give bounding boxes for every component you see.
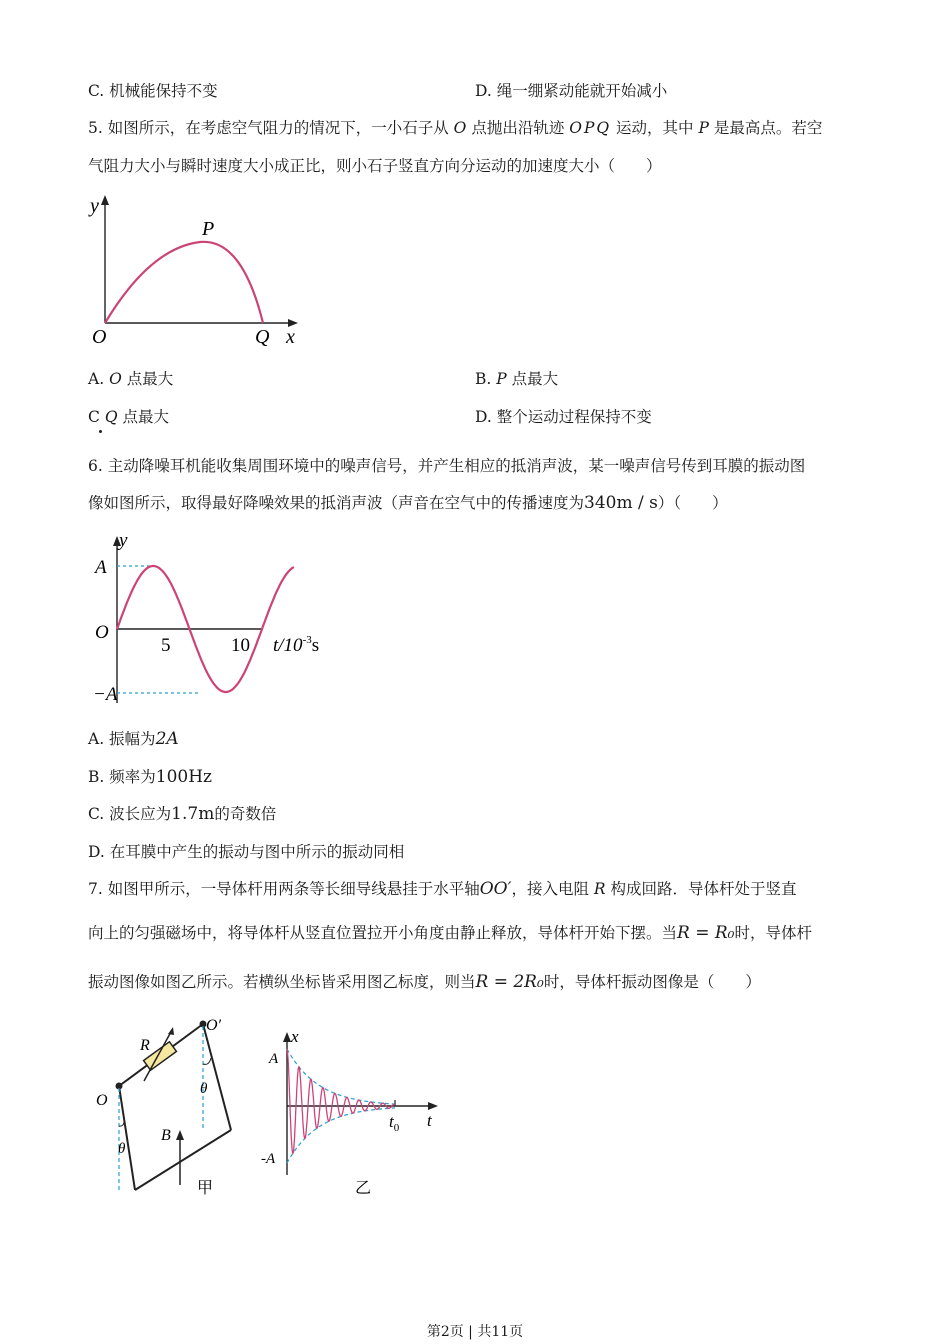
q5-q-label: Q	[255, 326, 270, 348]
q6-t-exp: -3	[302, 634, 312, 646]
q7-yi-x-label: x	[291, 1027, 299, 1046]
option-prefix: C	[88, 408, 100, 426]
q7-r-label: R	[140, 1037, 150, 1054]
q7-caption-jia: 甲	[197, 1180, 214, 1197]
q7-stem-text: 振动图像如图乙所示。若横纵坐标皆采用图乙标度，则当	[88, 973, 476, 991]
q7-yi-damped-curve	[287, 1049, 395, 1153]
option-text: B. 频率为	[88, 768, 156, 786]
q7-figure-yi	[255, 1020, 445, 1200]
q7-yi-t0-label	[389, 1112, 400, 1134]
q5-stem-line1	[88, 118, 822, 138]
q5-point-o: O	[453, 119, 467, 137]
option-text: 点最大	[511, 370, 559, 388]
q7-stem-text: 构成回路．导体杆处于竖直	[610, 880, 797, 898]
q4-option-d: D. 绳一绷紧动能就开始减小	[475, 82, 668, 100]
q7-r-var: R	[593, 880, 606, 898]
q6-neg-a-label: −A	[93, 684, 118, 705]
q5-stem-text: 运动，其中	[616, 119, 694, 137]
q7-stem-text: 7. 如图甲所示，一导体杆用两条等长细导线悬挂于水平轴	[88, 880, 480, 898]
q7-stem-line2	[88, 923, 812, 943]
q7-yi-t-arrow	[428, 1102, 438, 1110]
q6-stem-text: 像如图所示，取得最好降噪效果的抵消声波（声音在空气中的传播速度为	[88, 494, 585, 512]
q6-tick-10: 10	[231, 635, 250, 656]
option-value: 2A	[155, 729, 179, 749]
q7-yi-t-label: t	[427, 1111, 432, 1130]
q5-option-a	[88, 369, 173, 389]
q7-stem-text: 向上的匀强磁场中，将导体杆从竖直位置拉开小角度由静止释放，导体杆开始下摆。当	[88, 924, 678, 942]
q7-left-wire	[119, 1086, 135, 1190]
q6-stem-line2	[88, 493, 728, 513]
q6-option-d: D. 在耳膜中产生的振动与图中所示的振动同相	[88, 843, 405, 861]
q4-option-c: C. 机械能保持不变	[88, 82, 218, 100]
q5-trajectory-figure	[80, 190, 320, 352]
q6-y-label: y	[119, 530, 128, 551]
q7-yi-t0-sub: 0	[393, 1122, 400, 1134]
option-var: P	[496, 370, 507, 388]
q5-stem-text: 5. 如图所示，在考虑空气阻力的情况下，一小石子从	[88, 119, 449, 137]
q7-stem-text: ，接入电阻	[511, 880, 589, 898]
q7-axis-label: OO′	[479, 879, 512, 899]
q5-y-arrow	[101, 195, 109, 205]
q7-stem-text: 时，导体杆	[734, 924, 812, 942]
option-text: C. 波长应为	[88, 805, 172, 823]
page-footer: 第2页 | 共11页	[426, 1324, 524, 1340]
q5-point-p: P	[698, 119, 709, 137]
q7-yi-t0-main: t	[389, 1112, 394, 1131]
q7-o-label: O	[96, 1092, 108, 1109]
q7-yi-neg-a-label: -A	[261, 1151, 276, 1167]
q5-p-label: P	[202, 218, 215, 240]
option-text: A. 振幅为	[88, 730, 156, 748]
stray-dot	[99, 430, 102, 433]
option-value: 100Hz	[155, 767, 212, 787]
q7-condition-2: R = 2R₀	[475, 972, 544, 992]
q7-right-angle-arc	[203, 1058, 211, 1064]
q7-yi-x-arrow	[283, 1032, 291, 1042]
q6-option-a	[88, 729, 179, 749]
q7-yi-upper-envelope	[287, 1049, 395, 1104]
q7-variable-arrowhead	[168, 1027, 174, 1035]
option-prefix: B.	[475, 370, 492, 388]
q5-option-d: D. 整个运动过程保持不变	[475, 408, 652, 426]
q5-stem-text: 点抛出沿轨迹	[471, 119, 565, 137]
q7-o2-label: O′	[206, 1017, 222, 1034]
q5-option-c	[88, 407, 169, 427]
q7-yi-a-label: A	[269, 1051, 279, 1067]
option-text: 点最大	[126, 370, 174, 388]
option-text: 的奇数倍	[214, 805, 277, 823]
q6-stem-text: ）（ ）	[657, 494, 728, 512]
q7-right-wire	[203, 1024, 231, 1130]
q5-trajectory-curve	[105, 242, 263, 323]
q5-option-b	[475, 369, 558, 389]
q7-b-label: B	[161, 1127, 171, 1144]
q6-o-label: O	[95, 622, 109, 643]
q5-stem-text: 是最高点。若空	[713, 119, 823, 137]
q7-condition-1: R = R₀	[677, 923, 735, 943]
option-value: 1.7m	[171, 804, 215, 824]
q7-stem-line3	[88, 972, 761, 992]
option-text: 点最大	[122, 408, 169, 426]
q5-x-label: x	[286, 326, 295, 348]
q6-a-label: A	[95, 557, 107, 578]
q6-speed-value: 340m / s	[584, 493, 658, 513]
q6-vibration-figure	[85, 528, 345, 710]
q5-o-label: O	[92, 326, 107, 348]
option-prefix: A.	[88, 370, 105, 388]
q7-theta-right: θ	[200, 1081, 208, 1097]
q6-stem-line1: 6. 主动降噪耳机能收集周围环境中的噪声信号，并产生相应的抵消声波，某一噪声信号传到耳膜的振动图	[88, 457, 806, 475]
q6-option-b	[88, 767, 212, 787]
q6-option-c	[88, 804, 276, 824]
q7-stem-line1	[88, 879, 797, 899]
q5-y-label: y	[90, 195, 99, 217]
q5-stem-line2: 气阻力大小与瞬时速度大小成正比，则小石子竖直方向分运动的加速度大小（ ）	[88, 157, 662, 175]
q6-t-axis-label	[273, 634, 319, 656]
q7-theta-left: θ	[118, 1141, 126, 1157]
option-var: O	[109, 370, 122, 388]
q6-t-unit: s	[311, 635, 320, 656]
q5-path: OPQ	[569, 119, 612, 137]
q7-stem-text: 时，导体杆振动图像是（ ）	[543, 973, 761, 991]
option-var: Q	[104, 408, 118, 426]
q7-figure-jia	[88, 1010, 258, 1200]
q7-b-field-arrow	[176, 1130, 184, 1140]
q7-caption-yi: 乙	[355, 1180, 372, 1197]
q6-tick-5: 5	[161, 635, 171, 656]
q6-t-label-main: t/10	[273, 635, 303, 656]
